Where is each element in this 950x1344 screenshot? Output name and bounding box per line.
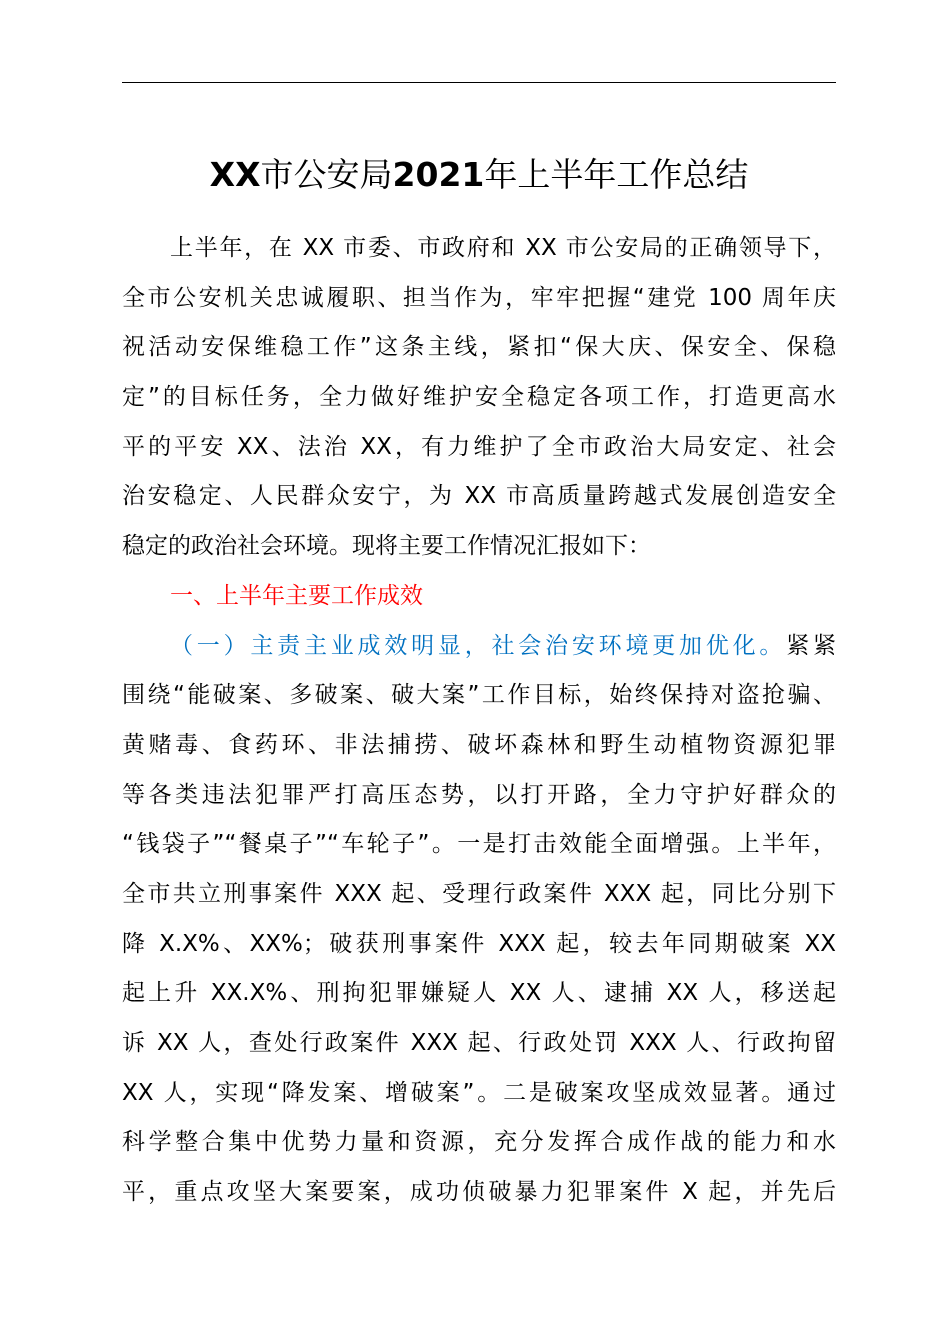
subsection-heading-line: [122, 622, 836, 672]
intro-line-1: 上半年，在 XX 市委、市政府和 XX 市公安局的正确领导下，: [170, 235, 836, 261]
paragraph-line-4: “钱袋子”“餐桌子”“车轮子”。一是打击效能全面增强。上半年，: [122, 831, 836, 858]
paragraph-line-9: XX 人，实现“降发案、增破案”。二是破案攻坚成效显著。通过: [122, 1079, 836, 1106]
intro-line-2: 全市公安机关忠诚履职、担当作为，牢牢把握“建党 100 周年庆: [122, 284, 836, 311]
paragraph-line-11: 平，重点攻坚大案要案，成功侦破暴力犯罪案件 X 起，并先后: [122, 1179, 836, 1206]
paragraph-line-8: 诉 XX 人，查处行政案件 XXX 起、行政处罚 XXX 人、行政拘留: [122, 1030, 836, 1056]
document-title: [122, 148, 836, 202]
paragraph-line-7: 起上升 XX.X%、刑拘犯罪嫌疑人 XX 人、逮捕 XX 人，移送起: [122, 980, 836, 1007]
subsection-heading: （一）主责主业成效明显，社会治安环境更加优化。: [170, 632, 787, 659]
paragraph-line-3: 等各类违法犯罪严打高压态势，以打开路，全力守护好群众的: [122, 781, 836, 808]
intro-line-6: 治安稳定、人民群众安宁，为 XX 市高质量跨越式发展创造安全: [122, 483, 836, 510]
title-part-3: 2021: [392, 155, 485, 194]
subsection-heading-tail: 紧紧: [786, 632, 837, 659]
intro-line-4: 定”的目标任务，全力做好维护安全稳定各项工作，打造更高水: [122, 384, 836, 411]
paragraph-line-1: 围绕“能破案、多破案、破大案”工作目标，始终保持对盗抢骗、: [122, 682, 836, 709]
paragraph-line-6: 降 X.X%、XX%；破获刑事案件 XXX 起，较去年同期破案 XX: [122, 930, 836, 957]
document-body: [122, 224, 836, 1218]
paragraph-line-10: 科学整合集中优势力量和资源，充分发挥合成作战的能力和水: [122, 1129, 836, 1156]
intro-line-3: 祝活动安保维稳工作”这条主线，紧扣“保大庆、保安全、保稳: [122, 334, 836, 361]
title-part-2: 市公安局: [260, 155, 393, 194]
section-heading-1: 一、上半年主要工作成效: [170, 582, 423, 609]
title-part-4: 年上半年工作总结: [484, 155, 749, 194]
paragraph-line-5: 全市共立刑事案件 XXX 起、受理行政案件 XXX 起，同比分别下: [122, 880, 836, 907]
intro-line-5: 平的平安 XX、法治 XX，有力维护了全市政治大局安定、社会: [122, 433, 836, 460]
header-rule: [122, 82, 836, 83]
title-part-1: XX: [209, 155, 261, 194]
paragraph-line-2: 黄赌毒、食药环、非法捕捞、破坏森林和野生动植物资源犯罪: [122, 731, 836, 758]
intro-line-7: 稳定的政治社会环境。现将主要工作情况汇报如下：: [122, 533, 651, 560]
